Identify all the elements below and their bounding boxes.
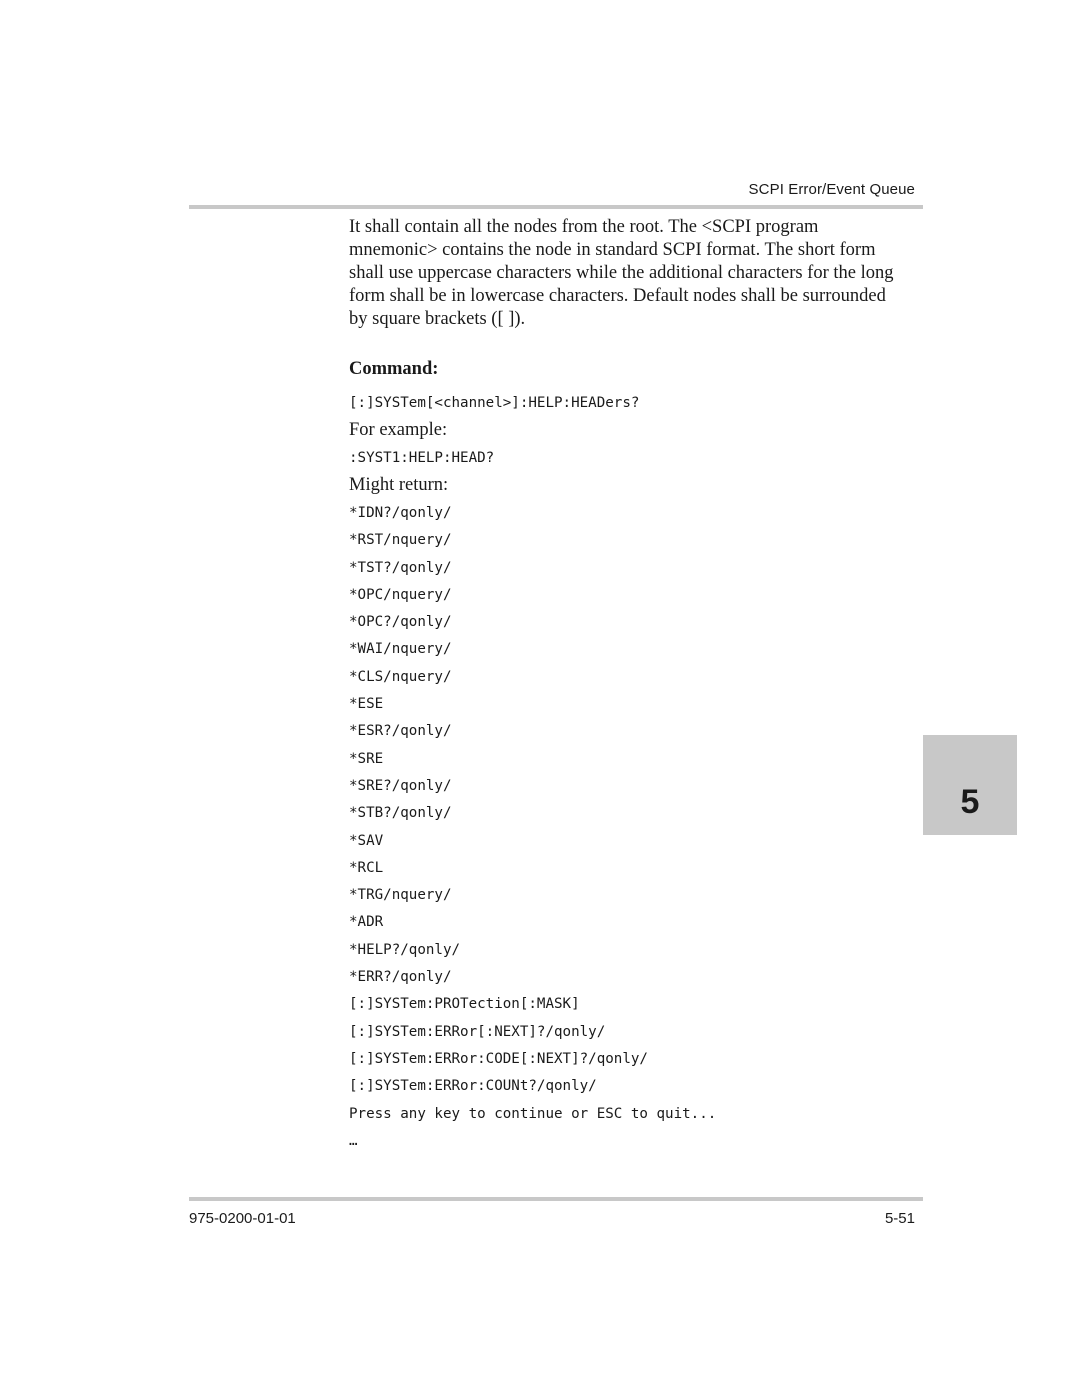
intro-paragraph: [349, 216, 921, 331]
return-line: *TST?/qonly/: [349, 559, 452, 576]
intro-line: by square brackets ([ ]).: [349, 309, 526, 329]
return-line: Press any key to continue or ESC to quit...: [349, 1105, 717, 1122]
return-line: *TRG/nquery/: [349, 887, 452, 904]
command-heading: Command:: [349, 359, 439, 379]
return-line: *ADR: [349, 914, 384, 931]
intro-line: shall use uppercase characters while the additional characters for the long: [349, 263, 894, 283]
return-list: [349, 503, 921, 1158]
return-line: *OPC?/qonly/: [349, 614, 452, 631]
return-line: [:]SYSTem:ERRor:COUNt?/qonly/: [349, 1078, 597, 1095]
return-line: *HELP?/qonly/: [349, 941, 461, 958]
return-line: *SRE?/qonly/: [349, 777, 452, 794]
return-line: *SAV: [349, 832, 384, 849]
example-label: For example:: [349, 420, 448, 440]
chapter-tab: [923, 735, 1017, 835]
chapter-number: 5: [960, 783, 980, 821]
return-line: *ESE: [349, 696, 384, 713]
intro-line: mnemonic> contains the node in standard SCPI format. The short form: [349, 240, 876, 260]
return-line: [:]SYSTem:ERRor:CODE[:NEXT]?/qonly/: [349, 1050, 648, 1067]
return-line: *RCL: [349, 859, 384, 876]
return-line: …: [349, 1132, 358, 1149]
return-line: *ESR?/qonly/: [349, 723, 452, 740]
header-rule: [189, 205, 923, 209]
return-line: *RST/nquery/: [349, 532, 452, 549]
command-syntax: [:]SYSTem[<channel>]:HELP:HEADers?: [349, 395, 640, 411]
page-number: 5-51: [884, 1210, 915, 1227]
footer-rule: [189, 1197, 923, 1201]
example-code: :SYST1:HELP:HEAD?: [349, 450, 495, 466]
intro-line: form shall be in lowercase characters. Default nodes shall be surrounded: [349, 286, 886, 306]
return-line: *ERR?/qonly/: [349, 969, 452, 986]
return-line: *STB?/qonly/: [349, 805, 452, 822]
return-line: *OPC/nquery/: [349, 586, 452, 603]
running-header-title: SCPI Error/Event Queue: [748, 181, 915, 198]
return-line: *SRE: [349, 750, 384, 767]
return-line: *IDN?/qonly/: [349, 505, 452, 521]
return-label: Might return:: [349, 475, 449, 495]
return-line: [:]SYSTem:ERRor[:NEXT]?/qonly/: [349, 1023, 606, 1040]
intro-line: It shall contain all the nodes from the root. The <SCPI program: [349, 217, 819, 237]
return-line: *WAI/nquery/: [349, 641, 452, 658]
main-content: [349, 216, 921, 1158]
document-number: 975-0200-01-01: [189, 1210, 296, 1227]
return-line: *CLS/nquery/: [349, 668, 452, 685]
return-line: [:]SYSTem:PROTection[:MASK]: [349, 996, 580, 1013]
